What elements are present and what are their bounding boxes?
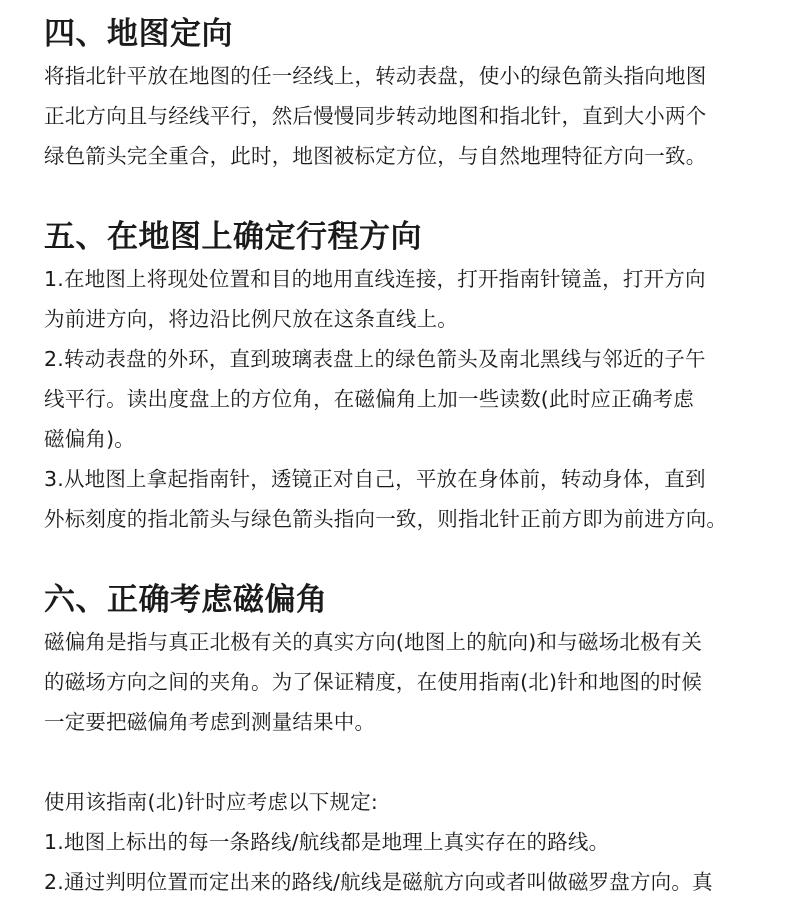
paragraph-line: 外标刻度的指北箭头与绿色箭头指向一致，则指北针正前方即为前进方向。 xyxy=(44,507,728,531)
paragraph-line: 磁偏角)。 xyxy=(44,427,135,451)
paragraph-line: 磁偏角是指与真正北极有关的真实方向(地图上的航向)和与磁场北极有关 xyxy=(44,630,703,654)
paragraph-line: 绿色箭头完全重合，此时，地图被标定方位，与自然地理特征方向一致。 xyxy=(44,144,707,168)
paragraph-line: 的磁场方向之间的夹角。为了保证精度，在使用指南(北)针和地图的时候 xyxy=(44,670,703,694)
paragraph-line: 将指北针平放在地图的任一经线上，转动表盘，使小的绿色箭头指向地图 xyxy=(44,64,707,88)
paragraph-line: 1.地图上标出的每一条路线/航线都是地理上真实存在的路线。 xyxy=(44,830,610,854)
paragraph-line: 1.在地图上将现处位置和目的地用直线连接，打开指南针镜盖，打开方向 xyxy=(44,267,706,291)
paragraph-line: 线平行。读出度盘上的方位角，在磁偏角上加一些读数(此时应正确考虑 xyxy=(44,387,694,411)
paragraph-line: 使用该指南(北)针时应考虑以下规定: xyxy=(44,790,379,814)
paragraph-line: 3.从地图上拿起指南针，透镜正对自己，平放在身体前，转动身体，直到 xyxy=(44,467,706,491)
paragraph-line: 一定要把磁偏角考虑到测量结果中。 xyxy=(44,710,376,734)
section-heading-orient-map: 四、地图定向 xyxy=(44,16,233,52)
paragraph-line: 2.转动表盘的外环，直到玻璃表盘上的绿色箭头及南北黑线与邻近的子午 xyxy=(44,347,706,371)
section-heading-declination: 六、正确考虑磁偏角 xyxy=(44,582,328,618)
paragraph-line: 正北方向且与经线平行，然后慢慢同步转动地图和指北针，直到大小两个 xyxy=(44,104,707,128)
paragraph-line: 2.通过判明位置而定出来的路线/航线是磁航方向或者叫做磁罗盘方向。真 xyxy=(44,870,713,894)
section-heading-route-direction: 五、在地图上确定行程方向 xyxy=(44,219,422,255)
paragraph-line: 为前进方向，将边沿比例尺放在这条直线上。 xyxy=(44,307,458,331)
